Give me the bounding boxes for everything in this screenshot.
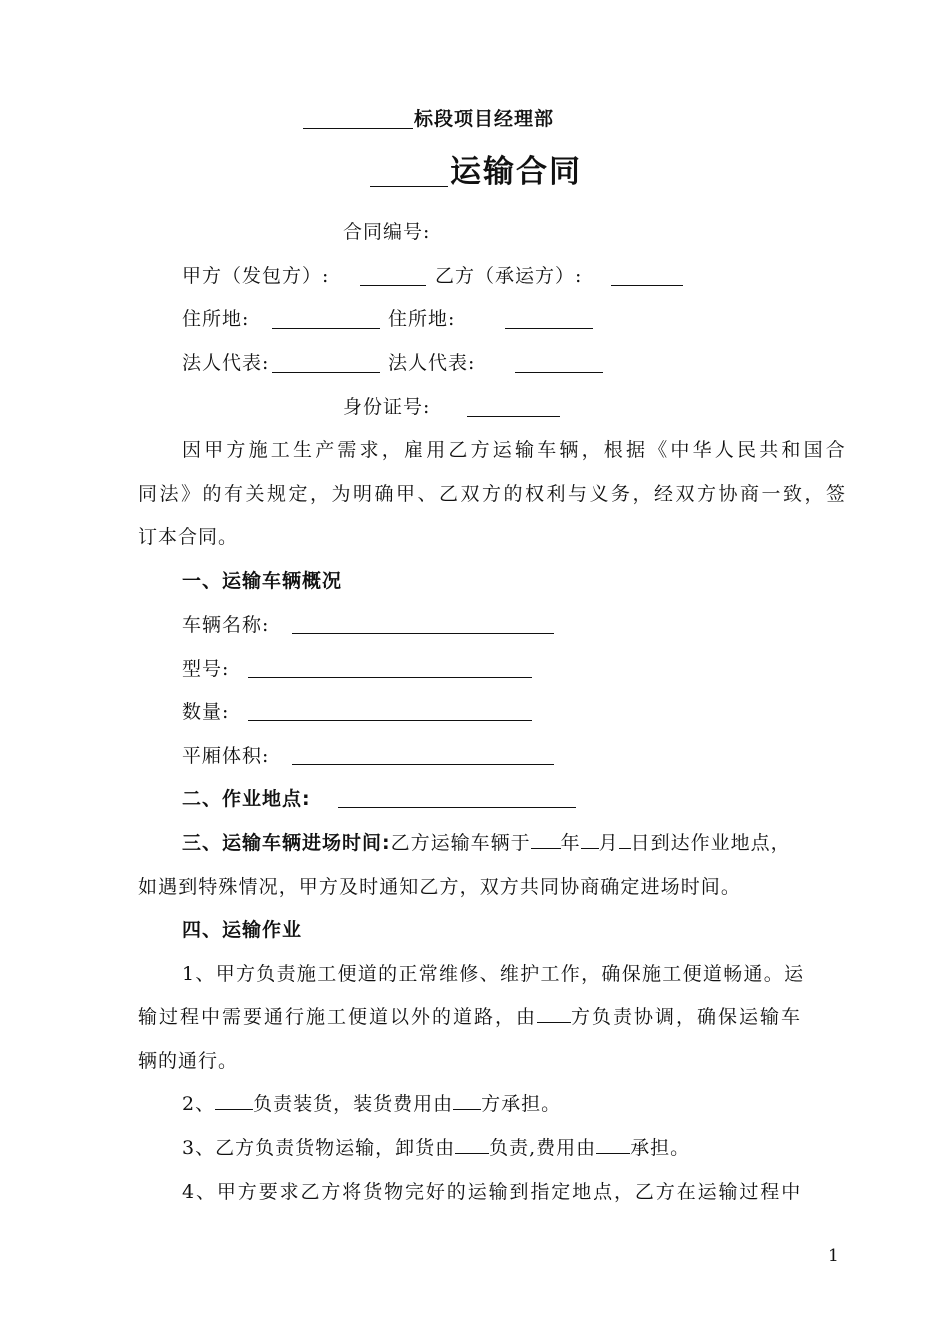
section-3-line-2: 如遇到特殊情况，甲方及时通知乙方，双方共同协商确定进场时间。 — [138, 876, 742, 898]
vehicle-name-blank[interactable] — [292, 633, 554, 634]
day-label: 日到达作业地点， — [630, 832, 791, 854]
intro-line-3: 订本合同。 — [138, 526, 239, 548]
address-b-blank[interactable] — [505, 328, 593, 329]
project-name-blank[interactable] — [303, 128, 413, 129]
month-blank[interactable] — [581, 831, 599, 849]
legal-rep-a-blank[interactable] — [272, 372, 380, 373]
section-3-heading: 三、运输车辆进场时间: — [182, 832, 391, 854]
id-number-blank[interactable] — [467, 416, 560, 417]
project-dept-title: 标段项目经理部 — [414, 108, 555, 130]
section-4-p1-line-3: 辆的通行。 — [138, 1050, 239, 1072]
unloading-party-blank[interactable] — [455, 1136, 489, 1154]
p2-text-b: 负责装货，装货费用由 — [253, 1093, 454, 1115]
party-b-label: 乙方（承运方）: — [435, 265, 583, 287]
work-site-blank[interactable] — [338, 807, 576, 808]
section-2-heading: 二、作业地点: — [182, 788, 311, 810]
month-label: 月 — [598, 832, 619, 854]
party-a-blank[interactable] — [360, 285, 426, 286]
party-b-blank[interactable] — [611, 285, 683, 286]
volume-label: 平厢体积: — [182, 745, 270, 767]
contract-type-blank[interactable] — [370, 186, 448, 187]
contract-title: 运输合同 — [450, 154, 582, 190]
p2-number: 2、 — [182, 1093, 216, 1115]
year-label: 年 — [560, 832, 581, 854]
contract-number-label: 合同编号: — [343, 221, 431, 243]
address-a-blank[interactable] — [272, 328, 380, 329]
p3-text-c: 承担。 — [630, 1137, 691, 1159]
section-4-p1-line-2 — [138, 1005, 802, 1029]
day-blank[interactable] — [619, 831, 631, 849]
party-a-label: 甲方（发包方）: — [182, 265, 330, 287]
section-4-p4: 4、甲方要求乙方将货物完好的运输到指定地点，乙方在运输过程中 — [182, 1181, 803, 1203]
p2-text-c: 方承担。 — [481, 1093, 562, 1115]
volume-blank[interactable] — [292, 764, 554, 765]
intro-line-2: 同法》的有关规定，为明确甲、乙双方的权利与义务，经双方协商一致，签 — [138, 483, 848, 505]
p3-text-a: 3、乙方负责货物运输，卸货由 — [182, 1137, 456, 1159]
legal-rep-b-blank[interactable] — [515, 372, 603, 373]
address-a-label: 住所地: — [182, 308, 250, 330]
section-4-p3 — [182, 1136, 690, 1160]
model-label: 型号: — [182, 658, 230, 680]
section-3-line-1 — [182, 831, 791, 855]
year-blank[interactable] — [531, 831, 561, 849]
address-b-label: 住所地: — [388, 308, 456, 330]
model-blank[interactable] — [248, 677, 532, 678]
section-3-text-a: 乙方运输车辆于 — [390, 832, 531, 854]
quantity-label: 数量: — [182, 701, 230, 723]
legal-rep-a-label: 法人代表: — [182, 352, 270, 374]
p3-text-b: 负责,费用由 — [489, 1137, 597, 1159]
vehicle-name-label: 车辆名称: — [182, 614, 270, 636]
quantity-blank[interactable] — [248, 720, 532, 721]
section-1-heading: 一、运输车辆概况 — [182, 570, 343, 592]
section-4-p1-line-2-b: 方负责协调，确保运输车 — [571, 1006, 803, 1028]
id-number-label: 身份证号: — [343, 396, 431, 418]
unloading-cost-party-blank[interactable] — [596, 1136, 630, 1154]
section-4-p1-line-2-a: 输过程中需要通行施工便道以外的道路，由 — [138, 1006, 538, 1028]
intro-line-1: 因甲方施工生产需求，雇用乙方运输车辆，根据《中华人民共和国合 — [182, 439, 849, 461]
loading-cost-party-blank[interactable] — [453, 1092, 481, 1110]
legal-rep-b-label: 法人代表: — [388, 352, 476, 374]
coordination-party-blank[interactable] — [537, 1005, 571, 1023]
section-4-p2 — [182, 1092, 561, 1116]
loading-party-blank[interactable] — [215, 1092, 253, 1110]
page-number: 1 — [828, 1246, 840, 1266]
section-4-p1-line-1: 1、甲方负责施工便道的正常维修、维护工作，确保施工便道畅通。运 — [182, 963, 805, 985]
section-4-heading: 四、运输作业 — [182, 919, 303, 941]
